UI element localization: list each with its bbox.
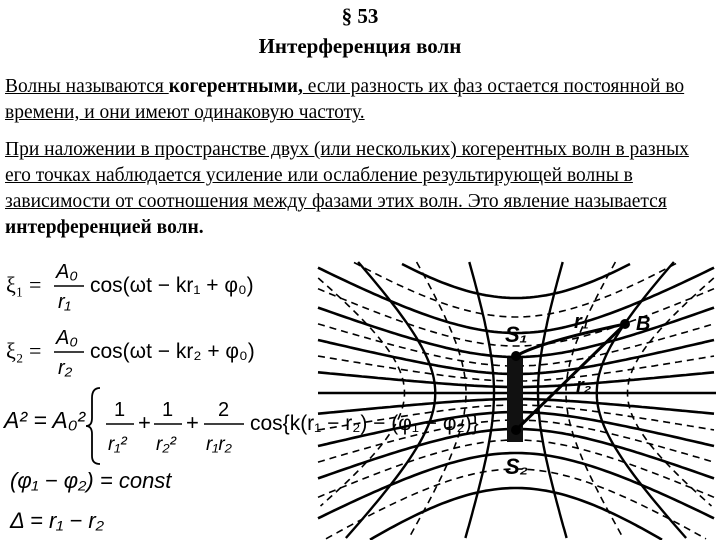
formula-a2-t1-num: 1 <box>114 399 126 421</box>
hyperbola-line <box>409 262 466 538</box>
formula-a2-cos: cos{k(r₁ − r₂) − (φ₁ − φ₂)} <box>250 412 479 435</box>
term-interference: интерференцией волн. <box>5 217 204 238</box>
interference-text: При наложении в пространстве двух (или нескольких) когерентных волн в разных его точках наблюдается усиление или ослабление результирующей волны в зависимости от соотношения между фазами этих волн. Это явление называется <box>5 139 689 212</box>
section-number: § 53 <box>341 4 379 28</box>
term-coherent: когерентными, <box>168 76 303 97</box>
label-r1: r₁ <box>574 311 589 333</box>
formula-a2-lhs: A² = A₀² <box>4 407 86 433</box>
page-title: Интерференция волн <box>258 34 462 58</box>
formula-phase-const: (φ₁ − φ₂) = const <box>10 468 172 493</box>
formula-a2-t3-den: r₁r₂ <box>206 434 232 455</box>
formula-a2-plus2: + <box>186 410 199 435</box>
hyperbola-line <box>326 469 706 539</box>
hyperbola-line <box>402 264 630 298</box>
definition-text: Волны называются <box>5 76 169 97</box>
formula-xi2-den: r₂ <box>58 357 73 379</box>
point-b-dot <box>620 319 630 329</box>
formula-xi2-lhs: ξ₂ = <box>6 338 42 363</box>
label-r2: r₂ <box>576 375 592 397</box>
hyperbola-line <box>370 488 662 540</box>
hyperbola-line <box>346 262 435 538</box>
formula-path-difference: Δ = r₁ − r₂ <box>10 508 105 533</box>
formula-xi1-rhs: cos(ωt − kr₁ + φ₀) <box>90 274 254 297</box>
formula-xi1-lhs: ξ₁ = <box>6 272 42 297</box>
hyperbola-line <box>354 263 678 318</box>
formula-xi1-den: r₁ <box>58 291 71 313</box>
label-s2: S₂ <box>505 454 529 479</box>
formula-xi2-num: A₀ <box>56 327 78 349</box>
label-s1: S₁ <box>505 322 528 347</box>
hyperbola-line <box>566 262 623 538</box>
label-b: B <box>636 313 651 335</box>
source-region <box>507 351 523 442</box>
hyperbola-line <box>597 262 686 538</box>
formula-a2-t1-den: r₁² <box>108 434 127 455</box>
formula-a2-t3-num: 2 <box>218 399 230 421</box>
definition-text-rest: если разность их фаз остается постоянной во времени, и они имеют одинаковую частоту. <box>5 76 685 123</box>
formula-xi1-num: A₀ <box>56 261 78 283</box>
formula-a2-t2-den: r₂² <box>156 434 176 455</box>
formula-xi2-rhs: cos(ωt − kr₂ + φ₀) <box>90 340 255 363</box>
formula-a2-t2-num: 1 <box>162 399 174 421</box>
formula-a2-plus1: + <box>138 410 151 435</box>
